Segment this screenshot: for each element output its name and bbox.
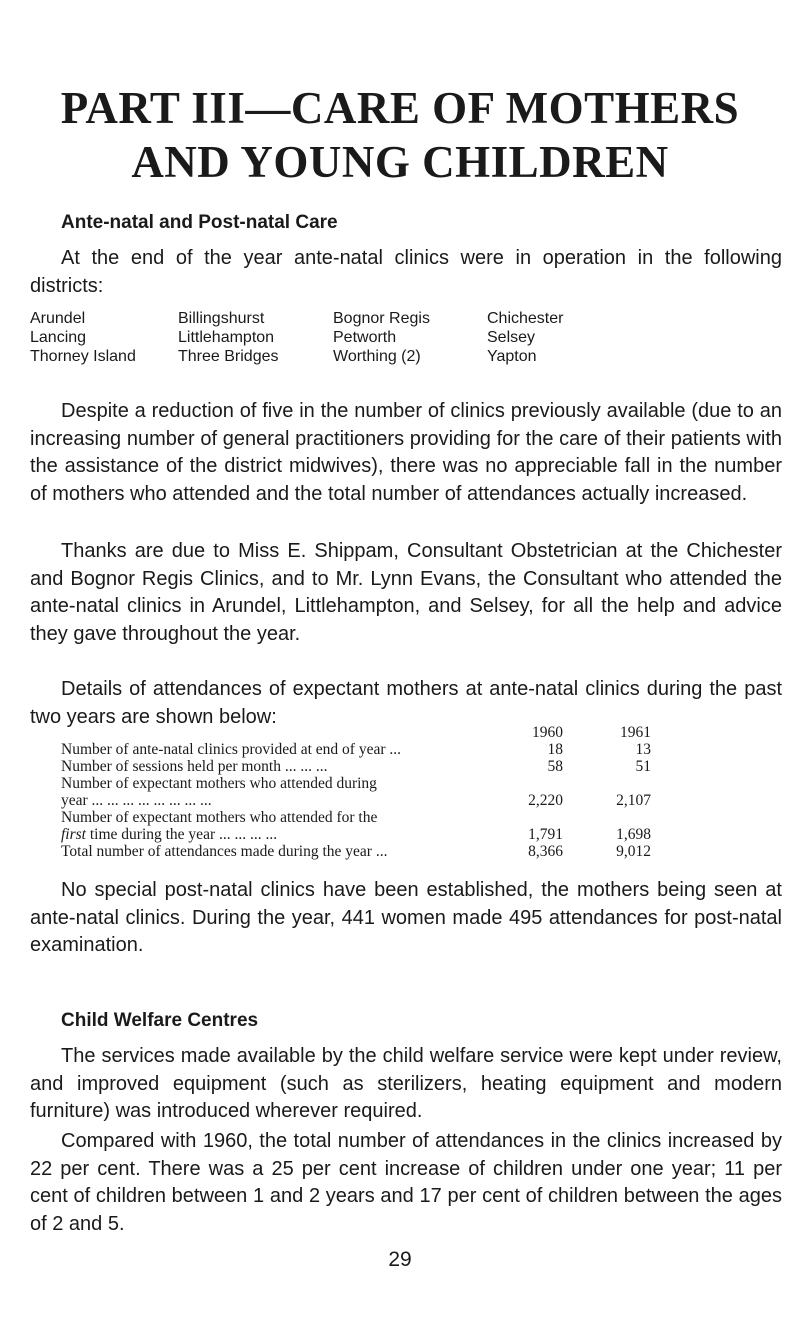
section-heading-child-welfare: Child Welfare Centres — [61, 1010, 259, 1031]
district-name: Worthing (2) — [333, 348, 421, 365]
value-1961: 1,698 — [616, 826, 651, 843]
attendance-table — [61, 724, 741, 860]
page-title-line-2: AND YOUNG CHILDREN — [131, 137, 669, 187]
value-1961: 2,107 — [616, 792, 651, 809]
district-name: Petworth — [333, 329, 397, 346]
district-name: Chichester — [487, 310, 564, 327]
row-label: Number of expectant mothers who attended for the — [61, 809, 378, 826]
row-label-continued: year ... ... ... ... ... ... ... ... — [61, 792, 212, 809]
district-name: Selsey — [487, 329, 536, 346]
table-row — [61, 758, 741, 775]
column-header-1960: 1960 — [532, 724, 563, 741]
value-1960: 58 — [547, 758, 563, 775]
row-label: Total number of attendances made during the year ... — [61, 843, 388, 860]
table-row — [61, 741, 741, 758]
value-1960: 18 — [547, 741, 563, 758]
table-header-row — [61, 724, 741, 741]
row-label: Number of sessions held per month ... ... ... — [61, 758, 328, 775]
thanks-paragraph: Thanks are due to Miss E. Shippam, Consultant Obstetrician at the Chichester and Bognor Regis Clinics, and to Mr. Lynn Evans, the Consultant who attended the ante-natal clinics in Arundel, Littlehampton, and Selsey, for all the help and advice they gave throughout the year. — [30, 540, 782, 645]
district-name: Arundel — [30, 310, 86, 327]
district-name: Yapton — [487, 348, 537, 365]
value-1961: 13 — [635, 741, 651, 758]
page-number: 29 — [388, 1248, 412, 1271]
district-name: Thorney Island — [30, 348, 136, 365]
table-row — [61, 775, 741, 809]
value-1961: 9,012 — [616, 843, 651, 860]
value-1960: 2,220 — [528, 792, 563, 809]
value-1960: 8,366 — [528, 843, 563, 860]
table-row — [61, 809, 741, 843]
district-name: Three Bridges — [178, 348, 279, 365]
value-1960: 1,791 — [528, 826, 563, 843]
postnatal-paragraph: No special post-natal clinics have been established, the mothers being seen at ante-natal clinics. During the year, 441 women made 495 attendances for post-natal examination. — [30, 879, 782, 956]
district-name: Bognor Regis — [333, 310, 430, 327]
attendance-increase-paragraph: Compared with 1960, the total number of attendances in the clinics increased by 22 per cent. There was a 25 per cent increase of children under one year; 11 per cent of children between 1 and 2 years and 17 per cent of children between the ages of 2 and 5. — [30, 1130, 782, 1235]
table-row — [61, 843, 741, 860]
row-label: Number of expectant mothers who attended during — [61, 775, 377, 792]
intro-paragraph: At the end of the year ante-natal clinics were in operation in the following districts: — [30, 247, 782, 297]
section-heading-antenatal: Ante-natal and Post-natal Care — [61, 212, 338, 233]
page-title-line-1: PART III—CARE OF MOTHERS — [60, 83, 740, 133]
details-intro-paragraph: Details of attendances of expectant mothers at ante-natal clinics during the past two years are shown below: — [30, 678, 782, 728]
child-welfare-services-paragraph: The services made available by the child welfare service were kept under review, and improved equipment (such as sterilizers, heating equipment and modern furniture) was introduced wherever required. — [30, 1045, 782, 1122]
row-label-continued: time during the year ... ... ... ... — [85, 826, 278, 843]
district-list — [30, 309, 770, 366]
district-name: Lancing — [30, 329, 87, 346]
row-label-emphasis: first — [61, 826, 86, 843]
value-1961: 51 — [635, 758, 651, 775]
column-header-1961: 1961 — [620, 724, 651, 741]
row-label: Number of ante-natal clinics provided at end of year ... — [61, 741, 402, 758]
district-name: Billingshurst — [178, 310, 265, 327]
clinic-reduction-paragraph: Despite a reduction of five in the number of clinics previously available (due to an increasing number of general practitioners providing for the care of their patients with the assistance of the district midwives), there was no appreciable fall in the number of mothers who attended and the total number of attendances actually increased. — [30, 400, 782, 505]
district-name: Littlehampton — [178, 329, 275, 346]
